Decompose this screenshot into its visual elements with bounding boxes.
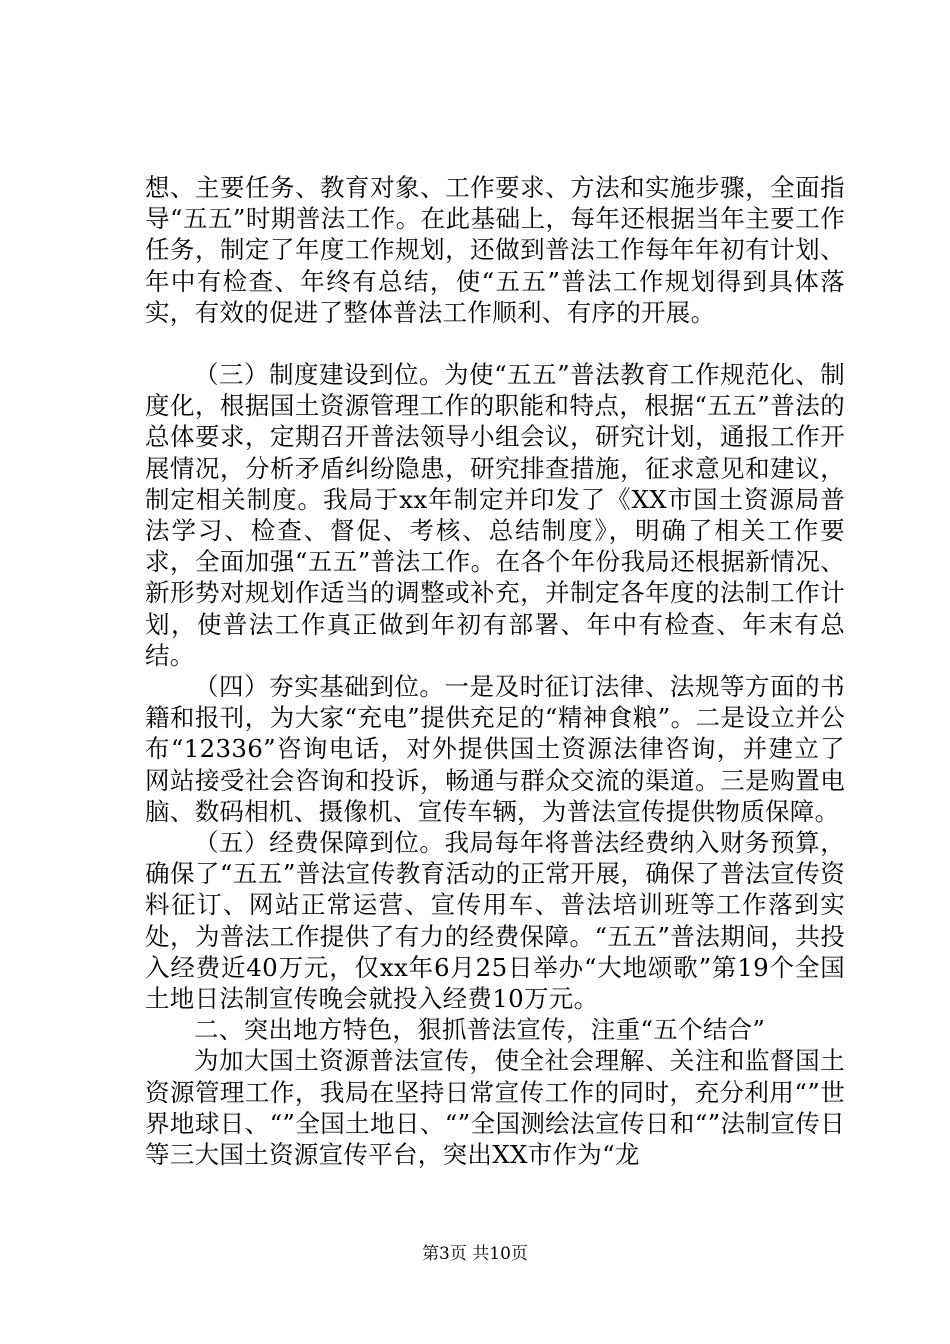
document-body [145, 172, 845, 1170]
paragraph-system-building: （三）制度建设到位。为使“五五”普法教育工作规范化、制度化，根据国土资源管理工作的职能和特点，根据“五五”普法的总体要求，定期召开普法领导小组会议，研究计划，通报工作开展情况，分析矛盾纠纷隐患，研究排查措施，征求意见和建议，制定相关制度。我局于xx年制定并印发了《XX市国土资源局普法学习、检查、督促、考核、总结制度》，明确了相关工作要求，全面加强“五五”普法工作。在各个年份我局还根据新情况、新形势对规划作适当的调整或补充，并制定各年度的法制工作计划，使普法工作真正做到年初有部署、年中有检查、年末有总结。 [145, 360, 845, 670]
paragraph-funding: （五）经费保障到位。我局每年将普法经费纳入财务预算，确保了“五五”普法宣传教育活动的正常开展，确保了普法宣传资料征订、网站正常运营、宣传用车、普法培训班等工作落到实处，为普法工作提供了有力的经费保障。“五五”普法期间，共投入经费近40万元，仅xx年6月25日举办“大地颂歌”第19个全国土地日法制宣传晚会就投入经费10万元。 [145, 828, 845, 1014]
paragraph-foundation: （四）夯实基础到位。一是及时征订法律、法规等方面的书籍和报刊，为大家“充电”提供充足的“精神食粮”。二是设立并公布“12336”咨询电话，对外提供国土资源法律咨询，并建立了网站接受社会咨询和投诉，畅通与群众交流的渠道。三是购置电脑、数码相机、摄像机、宣传车辆，为普法宣传提供物质保障。 [145, 672, 845, 826]
page-footer: 第3页 共10页 [422, 1244, 528, 1264]
section-heading: 二、突出地方特色，狠抓普法宣传，注重“五个结合” [194, 1015, 766, 1045]
paragraph-continuation: 想、主要任务、教育对象、工作要求、方法和实施步骤，全面指导“五五”时期普法工作。在此基础上，每年还根据当年主要工作任务，制定了年度工作规划，还做到普法工作每年年初有计划、年中有检查、年终有总结，使“五五”普法工作规划得到具体落实，有效的促进了整体普法工作顺利、有序的开展。 [145, 173, 845, 327]
paragraph-publicity: 为加大国土资源普法宣传，使全社会理解、关注和监督国土资源管理工作，我局在坚持日常宣传工作的同时，充分利用“”世界地球日、“”全国土地日、“”全国测绘法宣传日和“”法制宣传日等三大国土资源宣传平台，突出XX市作为“龙 [145, 1046, 845, 1170]
